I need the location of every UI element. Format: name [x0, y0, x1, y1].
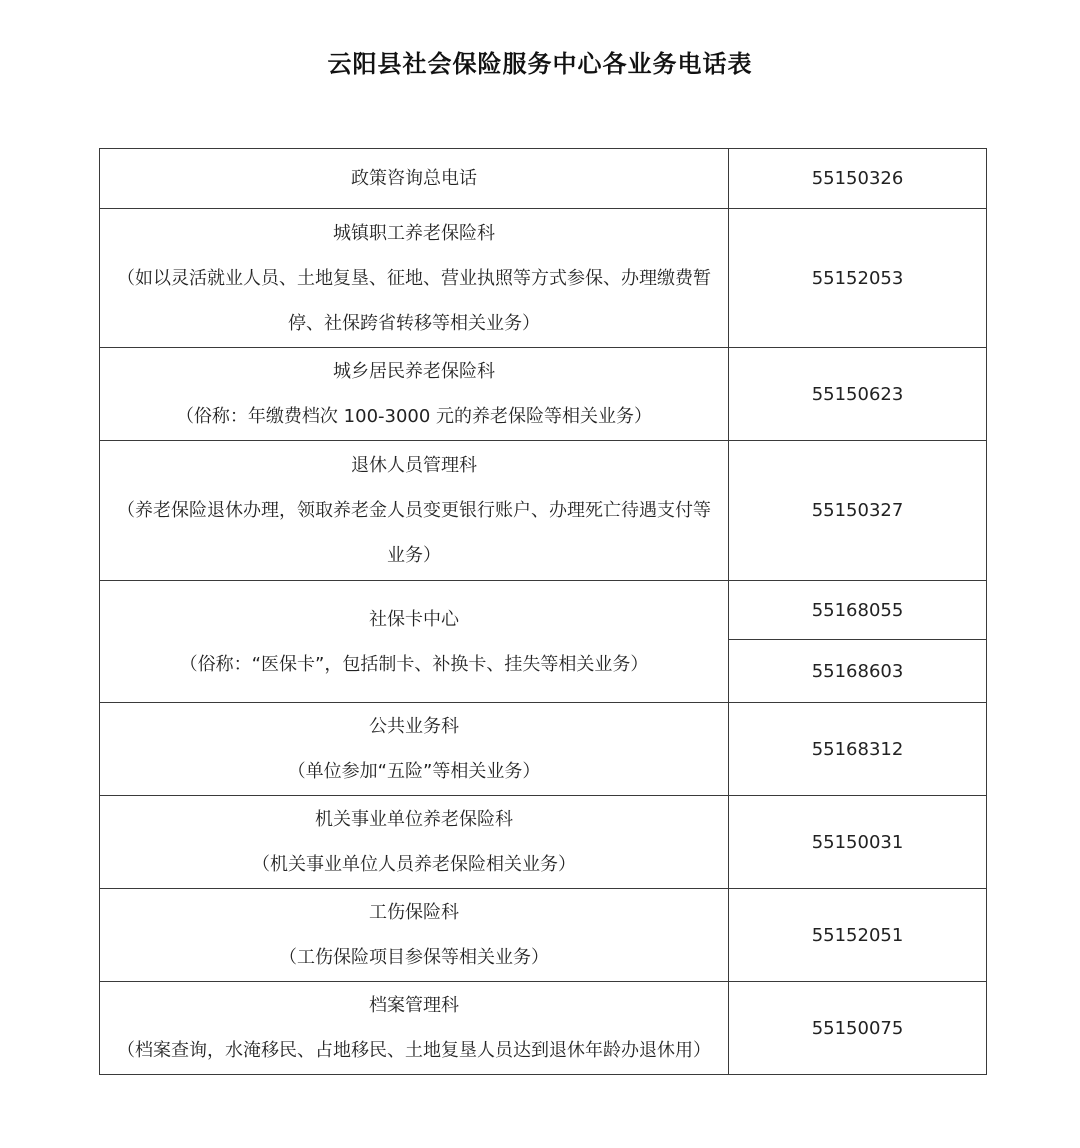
table-row: [100, 703, 987, 796]
table-row: [100, 441, 987, 581]
phone-directory-table: [99, 148, 987, 1075]
department-name: 退休人员管理科: [351, 455, 477, 476]
department-description: （养老保险退休办理，领取养老金人员变更银行账户、办理死亡待遇支付等: [117, 500, 711, 521]
phone-number: 55150075: [729, 982, 987, 1075]
phone-number: 55152053: [729, 209, 987, 348]
department-name: 档案管理科: [369, 995, 459, 1016]
department-description: （俗称：“医保卡”，包括制卡、补换卡、挂失等相关业务）: [179, 653, 649, 675]
department-name: 社保卡中心: [369, 608, 459, 630]
phone-number: 55150031: [729, 796, 987, 889]
department-name: 城镇职工养老保险科: [333, 222, 495, 244]
department-description: （如以灵活就业人员、土地复垦、征地、营业执照等方式参保、办理缴费暂: [117, 267, 711, 289]
table-row: [100, 889, 987, 982]
department-cell: [100, 796, 729, 889]
department-name: 机关事业单位养老保险科: [315, 809, 513, 830]
table-row: [100, 796, 987, 889]
department-name: 城乡居民养老保险科: [333, 361, 495, 382]
department-cell: [100, 982, 729, 1075]
table-row: [100, 581, 987, 640]
phone-number: 55150623: [729, 348, 987, 441]
phone-number: 55150326: [729, 149, 987, 209]
phone-table-body: [100, 149, 987, 1075]
department-cell: [100, 348, 729, 441]
department-cell: [100, 149, 729, 209]
phone-number: 55152051: [729, 889, 987, 982]
department-cell: [100, 581, 729, 703]
department-description: （档案查询，水淹移民、占地移民、土地复垦人员达到退休年龄办退休用）: [117, 1040, 711, 1061]
table-row: [100, 982, 987, 1075]
phone-number: 55150327: [729, 441, 987, 581]
document-title: 云阳县社会保险服务中心各业务电话表: [327, 50, 753, 78]
department-description: （俗称：年缴费档次 100-3000 元的养老保险等相关业务）: [175, 406, 653, 427]
phone-number: 55168055: [729, 581, 987, 640]
department-name: 工伤保险科: [369, 902, 459, 923]
department-description: （单位参加“五险”等相关业务）: [287, 761, 541, 782]
department-description: 业务）: [387, 545, 441, 566]
table-row: [100, 149, 987, 209]
table-row: [100, 209, 987, 348]
department-cell: [100, 441, 729, 581]
department-description: 停、社保跨省转移等相关业务）: [288, 312, 540, 334]
department-description: （工伤保险项目参保等相关业务）: [279, 947, 549, 968]
phone-number: 55168312: [729, 703, 987, 796]
department-cell: [100, 209, 729, 348]
department-cell: [100, 703, 729, 796]
table-row: [100, 348, 987, 441]
department-name: 公共业务科: [369, 716, 459, 737]
department-name: 政策咨询总电话: [351, 168, 477, 189]
department-cell: [100, 889, 729, 982]
phone-number: 55168603: [729, 640, 987, 703]
department-description: （机关事业单位人员养老保险相关业务）: [252, 854, 576, 875]
